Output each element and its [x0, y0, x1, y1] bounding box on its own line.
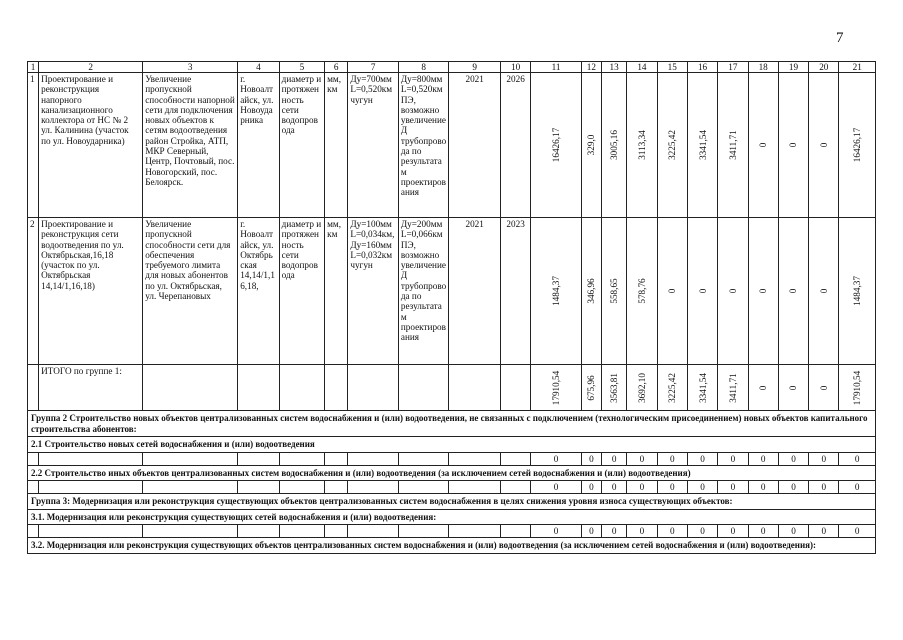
row-after: Ду=800мм L=0,520км ПЭ, возможно увеличение Д трубопровода по результатам проектирования: [398, 73, 449, 218]
row-start: 2021: [449, 73, 501, 218]
zero-value: 0: [657, 452, 687, 465]
row-after: Ду=200мм L=0,066км ПЭ, возможно увеличение Д трубопровода по результатам проектирования: [398, 218, 449, 365]
column-header: 3: [143, 62, 238, 73]
column-header: 6: [325, 62, 348, 73]
zero-row: [28, 452, 876, 465]
value-cell: 0: [778, 73, 808, 218]
total-value: 675,96: [581, 365, 601, 411]
value-cell: 3225,42: [657, 73, 687, 218]
total-label: ИТОГО по группе 1:: [39, 365, 143, 411]
value-cell: 3411,71: [718, 73, 748, 218]
column-header: 21: [839, 62, 876, 73]
zero-value: 0: [778, 481, 808, 494]
zero-value: 0: [718, 481, 748, 494]
total-row: [28, 365, 876, 411]
zero-value: 0: [531, 452, 582, 465]
row-unit: мм, км: [325, 73, 348, 218]
row-param: диаметр и протяженность сети водопровода: [279, 73, 324, 218]
zero-value: 0: [687, 525, 717, 538]
zero-value: 0: [581, 525, 601, 538]
row-param: диаметр и протяженность сети водопровода: [279, 218, 324, 365]
row-unit: мм, км: [325, 218, 348, 365]
total-value: 17910,54: [531, 365, 582, 411]
row-start: 2021: [449, 218, 501, 365]
total-value: 0: [809, 365, 839, 411]
section-2-1: 2.1 Строительство новых сетей водоснабжения и (или) водоотведения: [28, 437, 876, 453]
row-no: 2: [28, 218, 39, 365]
value-cell: 3005,16: [602, 73, 627, 218]
investment-table: [27, 61, 876, 554]
zero-value: 0: [657, 525, 687, 538]
value-cell: 0: [778, 218, 808, 365]
zero-value: 0: [839, 452, 876, 465]
zero-value: 0: [839, 525, 876, 538]
zero-value: 0: [602, 452, 627, 465]
table-row: [28, 218, 876, 365]
value-cell: 0: [657, 218, 687, 365]
zero-value: 0: [531, 481, 582, 494]
zero-value: 0: [627, 452, 657, 465]
value-cell: 16426,17: [531, 73, 582, 218]
zero-value: 0: [778, 452, 808, 465]
row-location: г. Новоалтайск, ул. Октябрьская 14,14/1,16,18,: [238, 218, 279, 365]
total-value: 3341,54: [687, 365, 717, 411]
row-purpose: Увеличение пропускной способности сети для обеспечения требуемого лимита для новых абонентов по ул. Октябрьская, ул. Черепановых: [143, 218, 238, 365]
value-cell: 0: [748, 73, 778, 218]
header-row: [28, 62, 876, 73]
value-cell: 3341,54: [687, 73, 717, 218]
column-header: 10: [500, 62, 530, 73]
row-end: 2023: [500, 218, 530, 365]
zero-row: [28, 481, 876, 494]
column-header: 9: [449, 62, 501, 73]
row-name: Проектирование и реконструкция сети водоотведения по ул. Октябрьская,16,18 (участок по ул. Октябрьская 14,14/1,16,18): [39, 218, 143, 365]
page-number: 7: [836, 30, 844, 46]
value-cell: 578,76: [627, 218, 657, 365]
row-before: Ду=700мм L=0,520км чугун: [348, 73, 399, 218]
zero-value: 0: [839, 481, 876, 494]
zero-value: 0: [748, 481, 778, 494]
zero-value: 0: [602, 481, 627, 494]
section-group3: Группа 3: Модернизация или реконструкция существующих объектов централизованных систем водоснабжения в целях снижения уровня износа существующих объектов:: [28, 494, 876, 510]
column-header: 19: [778, 62, 808, 73]
section-group2: Группа 2 Строительство новых объектов централизованных систем водоснабжения и (или) водоотведения, не связанных с подключением (технологическим присоединением) новых объектов капитального строительства абонентов:: [28, 411, 876, 437]
column-header: 13: [602, 62, 627, 73]
total-value: 3692,10: [627, 365, 657, 411]
zero-row: [28, 525, 876, 538]
zero-value: 0: [627, 481, 657, 494]
zero-value: 0: [627, 525, 657, 538]
section-3-1: 3.1. Модернизация или реконструкция существующих сетей водоснабжения и (или) водоотведения:: [28, 509, 876, 525]
column-header: 5: [279, 62, 324, 73]
zero-value: 0: [748, 525, 778, 538]
zero-value: 0: [718, 525, 748, 538]
row-purpose: Увеличение пропускной способности напорной сети для подключения новых объектов к сетям водоотведения район Стройка, АТП, МКР Северный, Центр, Почтовый, пос. Новогорский, пос. Белоярск.: [143, 73, 238, 218]
zero-value: 0: [809, 525, 839, 538]
column-header: 16: [687, 62, 717, 73]
total-value: 0: [778, 365, 808, 411]
value-cell: 0: [687, 218, 717, 365]
column-header: 1: [28, 62, 39, 73]
row-no: 1: [28, 73, 39, 218]
total-value: 0: [748, 365, 778, 411]
total-value: 3563,81: [602, 365, 627, 411]
zero-value: 0: [581, 481, 601, 494]
zero-value: 0: [748, 452, 778, 465]
zero-value: 0: [657, 481, 687, 494]
value-cell: 1484,37: [531, 218, 582, 365]
zero-value: 0: [531, 525, 582, 538]
column-header: 20: [809, 62, 839, 73]
total-value: 3411,71: [718, 365, 748, 411]
column-header: 4: [238, 62, 279, 73]
total-value: 3225,42: [657, 365, 687, 411]
column-header: 17: [718, 62, 748, 73]
value-cell: 329,0: [581, 73, 601, 218]
value-cell: 0: [718, 218, 748, 365]
column-header: 14: [627, 62, 657, 73]
value-cell: 3113,34: [627, 73, 657, 218]
row-end: 2026: [500, 73, 530, 218]
value-cell: 16426,17: [839, 73, 876, 218]
value-cell: 0: [809, 218, 839, 365]
value-cell: 0: [748, 218, 778, 365]
value-cell: 1484,37: [839, 218, 876, 365]
row-before: Ду=100мм L=0,034км, Ду=160мм L=0,032км чугун: [348, 218, 399, 365]
value-cell: 0: [809, 73, 839, 218]
zero-value: 0: [809, 452, 839, 465]
column-header: 7: [348, 62, 399, 73]
section-2-2: 2.2 Строительство иных объектов централизованных систем водоснабжения и (или) водоотведения (за исключением сетей водоснабжения и (или) водоотведения): [28, 465, 876, 481]
zero-value: 0: [602, 525, 627, 538]
row-location: г. Новоалтайск, ул. Новоударника: [238, 73, 279, 218]
table-row: [28, 73, 876, 218]
zero-value: 0: [718, 452, 748, 465]
zero-value: 0: [778, 525, 808, 538]
row-name: Проектирование и реконструкция напорного канализационного коллектора от НС № 2 ул. Калинина (участок по ул. Новоударника): [39, 73, 143, 218]
value-cell: 346,96: [581, 218, 601, 365]
zero-value: 0: [687, 452, 717, 465]
column-header: 8: [398, 62, 449, 73]
section-3-2: 3.2. Модернизация или реконструкция существующих объектов централизованных систем водоснабжения и (или) водоотведения (за исключением сетей водоснабжения и (или) водоотведения):: [28, 538, 876, 554]
column-header: 12: [581, 62, 601, 73]
column-header: 18: [748, 62, 778, 73]
zero-value: 0: [581, 452, 601, 465]
zero-value: 0: [809, 481, 839, 494]
value-cell: 558,65: [602, 218, 627, 365]
column-header: 15: [657, 62, 687, 73]
column-header: 11: [531, 62, 582, 73]
total-value: 17910,54: [839, 365, 876, 411]
column-header: 2: [39, 62, 143, 73]
zero-value: 0: [687, 481, 717, 494]
